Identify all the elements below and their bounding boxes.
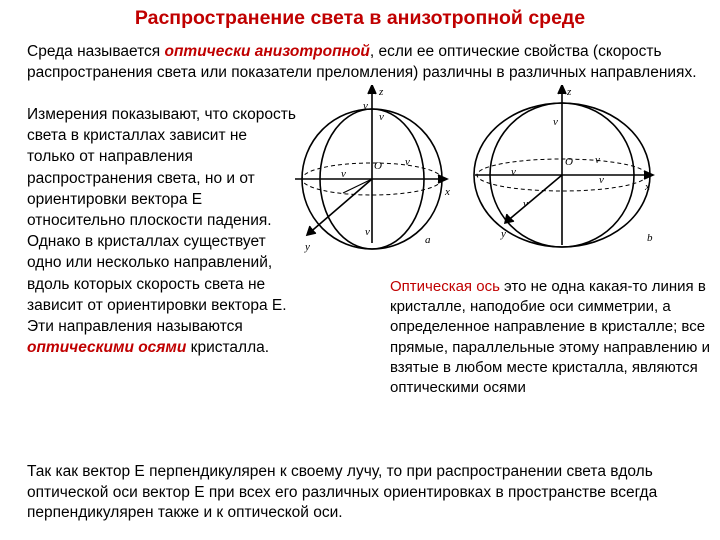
diagram-a-label-vxe: v — [405, 156, 410, 168]
measurements-text-1: Измерения показывают, что скорость света в кристаллах зависит не только от направления распространения света, но и от ориентировки вектора Е относительно плоскости падения. Однако в кристаллах существует одно или несколько направлений, вдоль которых скорость света не зависит от ориентировки вектора Е. Эти направления называются — [27, 106, 296, 336]
diagram-a-z-arrow — [368, 85, 376, 94]
diagram-a — [295, 85, 447, 249]
optical-axis-term: Оптическая ось — [390, 278, 500, 295]
diagram-b-label-y: y — [501, 228, 506, 240]
measurements-paragraph — [27, 104, 297, 358]
diagram-b — [474, 85, 653, 247]
diagram-b-label-vyo: v — [523, 198, 528, 210]
diagram-b-label-vxo: v — [595, 154, 600, 166]
conclusion-paragraph: Так как вектор Е перпендикулярен к своему лучу, то при распространении света вдоль оптической оси вектор Е при всех его различных ориентировках в пространстве всегда перпендикулярен также и к оптической оси. — [27, 463, 658, 521]
optical-axis-text: это не одна какая-то линия в кристалле, наподобие оси симметрии, а определенное направление в кристалле; все прямые, параллельные этому направлению и взятые в любом месте кристалла, являются оптическими осями — [390, 278, 710, 397]
measurements-text-2: кристалла. — [186, 339, 270, 357]
wave-surface-figure — [295, 85, 715, 275]
diagram-a-label-a: a — [425, 234, 431, 246]
diagram-a-y-arrow — [307, 226, 316, 235]
diagram-a-label-vz: v — [363, 100, 368, 112]
diagram-b-z-arrow — [558, 85, 566, 94]
slide-title: Распространение света в анизотропной среде — [134, 7, 586, 29]
optical-axis-definition — [390, 277, 715, 398]
intro-paragraph — [27, 41, 717, 83]
diagram-a-label-x: x — [445, 186, 450, 198]
diagram-b-y-axis — [505, 175, 562, 223]
intro-term-anisotropic: оптически анизотропной — [164, 43, 370, 60]
diagram-a-label-vye: v — [365, 226, 370, 238]
diagram-b-label-b: b — [647, 232, 653, 244]
intro-text-1: Среда называется — [27, 43, 165, 60]
diagram-a-label-vze: v — [379, 111, 384, 123]
measurements-term-optical-axes: оптическими осями — [27, 339, 187, 357]
diagram-a-y-axis — [307, 179, 372, 235]
diagram-b-label-z: z — [567, 86, 572, 98]
diagram-b-label-vxe: v — [599, 174, 604, 186]
diagram-a-label-o: O — [374, 160, 382, 172]
diagram-b-label-vye: v — [511, 166, 516, 178]
intro-text-2: , если ее оптические свойства (скорость распространения света или показатели преломления) различны в различных направлениях. — [27, 43, 697, 81]
diagram-b-label-o: O — [565, 156, 573, 168]
diagram-a-label-y: y — [305, 241, 310, 253]
diagram-a-label-vyo: v — [341, 168, 346, 180]
diagram-b-label-x: x — [645, 181, 650, 193]
diagram-b-label-vz: v — [553, 116, 558, 128]
diagram-a-label-z: z — [379, 86, 384, 98]
